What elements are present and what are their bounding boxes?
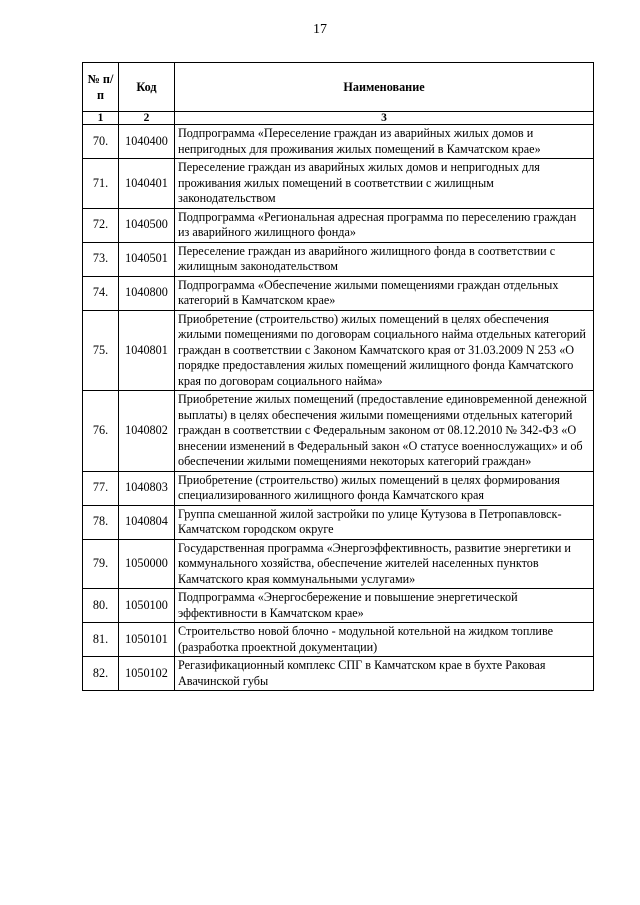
table-row [83, 391, 594, 472]
row-code: 1050000 [119, 539, 175, 589]
row-code: 1050102 [119, 657, 175, 691]
row-number: 78. [83, 505, 119, 539]
row-code: 1040801 [119, 310, 175, 391]
row-name: Государственная программа «Энергоэффективность, развитие энергетики и коммунального хозяйства, обеспечение жителей населенных пунктов Камчатского края коммунальными услугами» [175, 539, 594, 589]
column-index-2: 2 [119, 112, 175, 125]
row-name: Подпрограмма «Обеспечение жилыми помещениями граждан отдельных категорий в Камчатском крае» [175, 276, 594, 310]
table-row [83, 125, 594, 159]
row-code: 1040803 [119, 471, 175, 505]
row-number: 77. [83, 471, 119, 505]
row-code: 1040401 [119, 159, 175, 209]
row-code: 1040500 [119, 208, 175, 242]
header-name: Наименование [175, 63, 594, 112]
row-name: Приобретение (строительство) жилых помещений в целях обеспечения жилыми помещениями по договорам социального найма отдельных категорий граждан в соответствии с Законом Камчатского края от 31.03.2009 N 253 «О порядке предоставления жилых помещений жилищного фонда Камчатского края по договорам социального найма» [175, 310, 594, 391]
table-row [83, 539, 594, 589]
row-name: Переселение граждан из аварийных жилых домов и непригодных для проживания жилых помещений в соответствии с жилищным законодательством [175, 159, 594, 209]
row-name: Приобретение жилых помещений (предоставление единовременной денежной выплаты) в целях обеспечения жилыми помещениями отдельных категорий граждан в соответствии с Федеральным законом от 08.12.2010 № 342-ФЗ «О внесении изменений в Федеральный закон «О статусе военнослужащих» и об обеспечении жилыми помещениями некоторых категорий граждан» [175, 391, 594, 472]
table-row [83, 589, 594, 623]
column-index-3: 3 [175, 112, 594, 125]
row-code: 1050101 [119, 623, 175, 657]
row-number: 81. [83, 623, 119, 657]
table-row [83, 623, 594, 657]
table-row [83, 159, 594, 209]
row-code: 1040400 [119, 125, 175, 159]
row-name: Строительство новой блочно - модульной котельной на жидком топливе (разработка проектной документации) [175, 623, 594, 657]
table-header-row [83, 63, 594, 112]
row-number: 70. [83, 125, 119, 159]
row-name: Подпрограмма «Переселение граждан из аварийных жилых домов и непригодных для проживания жилых помещений в Камчатском крае» [175, 125, 594, 159]
row-code: 1040800 [119, 276, 175, 310]
row-number: 79. [83, 539, 119, 589]
table-row [83, 657, 594, 691]
row-number: 82. [83, 657, 119, 691]
budget-codes-table [82, 62, 594, 691]
row-name: Группа смешанной жилой застройки по улице Кутузова в Петропавловск-Камчатском городском округе [175, 505, 594, 539]
row-code: 1040804 [119, 505, 175, 539]
row-number: 74. [83, 276, 119, 310]
column-index-1: 1 [83, 112, 119, 125]
column-index-row [83, 112, 594, 125]
table-row [83, 208, 594, 242]
row-code: 1050100 [119, 589, 175, 623]
page-number: 17 [313, 22, 327, 37]
row-number: 76. [83, 391, 119, 472]
row-number: 71. [83, 159, 119, 209]
header-number: № п/п [83, 63, 119, 112]
header-code: Код [119, 63, 175, 112]
row-name: Подпрограмма «Энергосбережение и повышение энергетической эффективности в Камчатском крае» [175, 589, 594, 623]
row-number: 75. [83, 310, 119, 391]
row-number: 73. [83, 242, 119, 276]
row-name: Регазификационный комплекс СПГ в Камчатском крае в бухте Раковая Авачинской губы [175, 657, 594, 691]
table-row [83, 242, 594, 276]
row-name: Подпрограмма «Региональная адресная программа по переселению граждан из аварийного жилищного фонда» [175, 208, 594, 242]
row-number: 80. [83, 589, 119, 623]
row-code: 1040802 [119, 391, 175, 472]
table-row [83, 276, 594, 310]
table-row [83, 471, 594, 505]
table-row [83, 310, 594, 391]
row-name: Приобретение (строительство) жилых помещений в целях формирования специализированного жилищного фонда Камчатского края [175, 471, 594, 505]
table-row [83, 505, 594, 539]
row-name: Переселение граждан из аварийного жилищного фонда в соответствии с жилищным законодательством [175, 242, 594, 276]
row-number: 72. [83, 208, 119, 242]
row-code: 1040501 [119, 242, 175, 276]
